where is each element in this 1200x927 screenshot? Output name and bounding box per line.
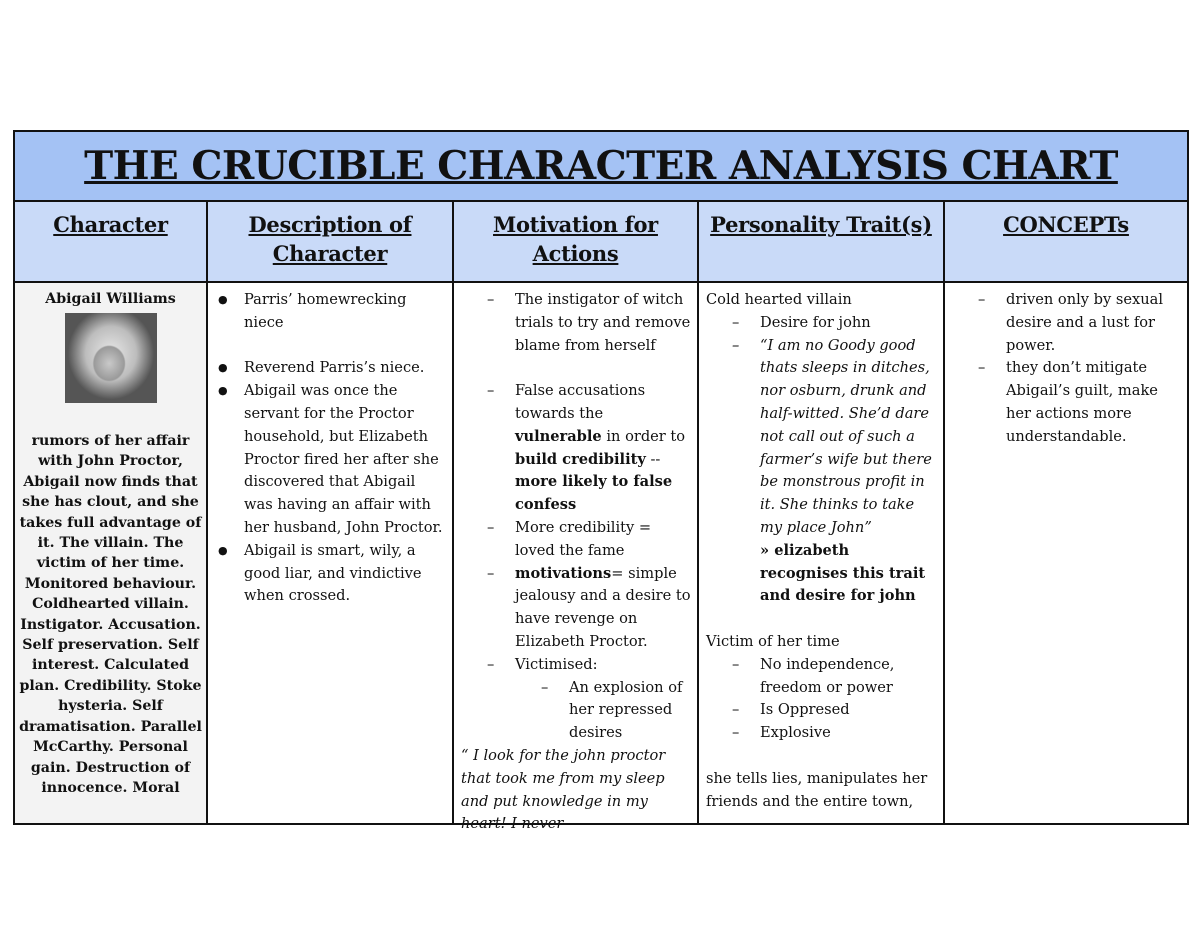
description-item: ● Abigail was once the servant for the Proctor household, but Elizabeth Proctor fired her after she discovered that Abigail was having an affair with her husband, John Proctor. [218, 380, 444, 540]
trait-quote: – “I am no Goody good thats sleeps in ditches, nor osburn, drunk and half-witted. She’d dare not call out of such a farmer’s wife but there be monstrous profit in it. She thinks to take my place John” [706, 335, 937, 540]
motivation-cell [454, 283, 699, 833]
character-name: Abigail Williams [45, 291, 176, 307]
header-row [15, 202, 1187, 283]
analysis-chart [13, 130, 1189, 833]
abigail-row [15, 283, 1187, 833]
motivation-item: – Victimised: [461, 654, 691, 677]
header-character: Character [15, 202, 208, 281]
title-row [15, 132, 1187, 202]
trait-heading: Cold hearted villain [706, 291, 852, 308]
trait-item: – No independence, freedom or power [706, 654, 937, 700]
motivation-quote: “ I look for the john proctor that took me from my sleep and put knowledge in my heart! I never [461, 746, 666, 833]
description-item: ● Parris’ homewrecking niece [218, 289, 444, 335]
motivation-item: – The instigator of witch trials to try and remove blame from herself [461, 289, 691, 357]
header-motivation: Motivation for Actions [454, 202, 699, 281]
motivation-item: – More credibility = loved the fame [461, 517, 691, 563]
character-summary: rumors of her affair with John Proctor, Abigail now finds that she has clout, and she takes full advantage of it. The villain. The victim of her time. Monitored behaviour. Coldhearted villain. Instigator. Accusation. Self preservation. Self interest. Calculated plan. Credibility. Stoke hysteria. Self dramatisation. Parallel McCarthy. Personal gain. Destruction of innocence. Moral [19, 433, 202, 796]
header-personality: Personality Trait(s) [699, 202, 945, 281]
portrait-photo-icon [65, 313, 157, 403]
header-description: Description of Character [208, 202, 454, 281]
trait-item: – Is Oppresed [706, 699, 937, 722]
character-cell [15, 283, 208, 823]
motivation-subitem: – An explosion of her repressed desires [461, 677, 691, 745]
description-item: ● Reverend Parris’s niece. [218, 357, 444, 380]
trait-item: – Desire for john [706, 312, 937, 335]
trait-closing: she tells lies, manipulates her friends and the entire town, [706, 769, 928, 810]
trait-note: » elizabeth recognises this trait and desire for john [760, 541, 926, 605]
concepts-cell [945, 283, 1187, 823]
motivation-item: – False accusations towards the vulnerable in order to build credibility -- more likely to false confess [461, 380, 691, 517]
description-cell [208, 283, 454, 823]
chart-title: THE CRUCIBLE CHARACTER ANALYSIS CHART [84, 142, 1118, 189]
personality-cell [699, 283, 945, 823]
header-concepts: CONCEPTs [1003, 212, 1129, 237]
concept-item: – driven only by sexual desire and a lust for power. [952, 289, 1181, 357]
description-item: ● Abigail is smart, wily, a good liar, and vindictive when crossed. [218, 540, 444, 608]
trait-item: – Explosive [706, 722, 937, 745]
concept-item: – they don’t mitigate Abigail’s guilt, make her actions more understandable. [952, 357, 1181, 448]
trait-heading: Victim of her time [706, 632, 840, 650]
motivation-item: – motivations= simple jealousy and a desire to have revenge on Elizabeth Proctor. [461, 563, 691, 654]
